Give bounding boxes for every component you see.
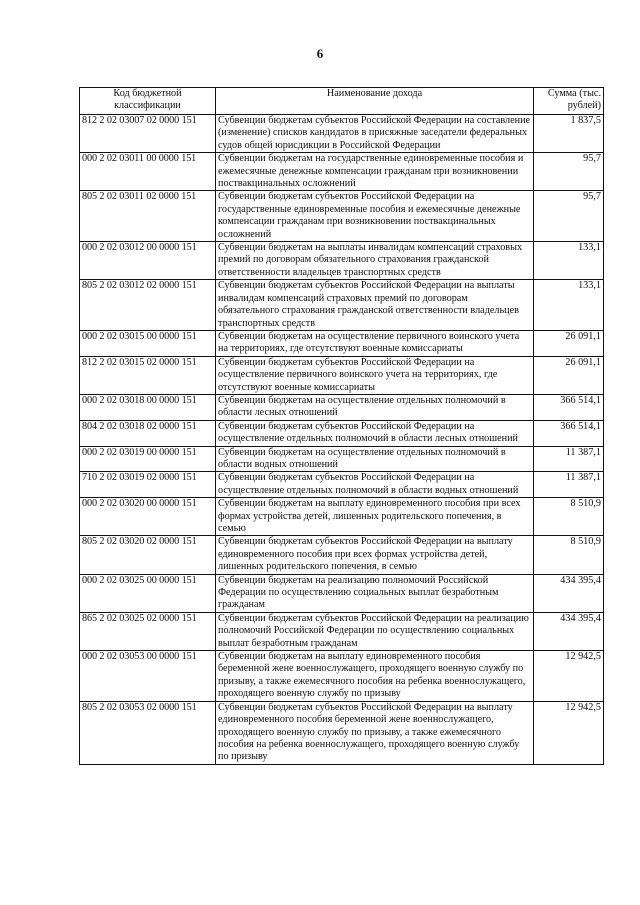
- table-row: [80, 153, 604, 191]
- table-row: [80, 574, 604, 612]
- table-row: [80, 420, 604, 446]
- table-row: [80, 394, 604, 420]
- table-row: [80, 191, 604, 242]
- table-row: [80, 498, 604, 536]
- table-row: [80, 612, 604, 650]
- table-row: [80, 280, 604, 331]
- row-amount: 366 514,1: [534, 420, 604, 446]
- table-row: [80, 242, 604, 280]
- row-code: 804 2 02 03018 02 0000 151: [80, 420, 216, 446]
- row-name: Субвенции бюджетам на выплату единовременного пособия при всех формах устройства детей, лишенных родительского попечения, в семью: [216, 498, 534, 536]
- row-code: 812 2 02 03007 02 0000 151: [80, 115, 216, 153]
- row-code: 000 2 02 03018 00 0000 151: [80, 394, 216, 420]
- row-name: Субвенции бюджетам субъектов Российской Федерации на государственные единовременные пособия и ежемесячные денежные компенсации гражданам при возникновении поствакцинальных осложнений: [216, 191, 534, 242]
- row-code: 000 2 02 03019 00 0000 151: [80, 446, 216, 472]
- row-name: Субвенции бюджетам субъектов Российской Федерации на осуществление отдельных полномочий в области водных отношений: [216, 472, 534, 498]
- table-row: [80, 701, 604, 764]
- row-name: Субвенции бюджетам на выплаты инвалидам компенсаций страховых премий по договорам обязательного страхования гражданской ответственности владельцев транспортных средств: [216, 242, 534, 280]
- row-name: Субвенции бюджетам субъектов Российской Федерации на выплаты инвалидам компенсаций страховых премий по договорам обязательного страхования гражданской ответственности владельцев транспортных средств: [216, 280, 534, 331]
- row-code: 805 2 02 03020 02 0000 151: [80, 536, 216, 574]
- row-amount: 8 510,9: [534, 536, 604, 574]
- row-code: 812 2 02 03015 02 0000 151: [80, 356, 216, 394]
- row-code: 000 2 02 03011 00 0000 151: [80, 153, 216, 191]
- header-code: Код бюджетной классификации: [80, 88, 216, 115]
- row-code: 805 2 02 03012 02 0000 151: [80, 280, 216, 331]
- table-row: [80, 330, 604, 356]
- row-name: Субвенции бюджетам на осуществление первичного воинского учета на территориях, где отсутствуют военные комиссариаты: [216, 330, 534, 356]
- row-amount: 366 514,1: [534, 394, 604, 420]
- row-name: Субвенции бюджетам на реализацию полномочий Российской Федерации по осуществлению социальных выплат безработным гражданам: [216, 574, 534, 612]
- table-body: [80, 115, 604, 765]
- row-code: 000 2 02 03025 00 0000 151: [80, 574, 216, 612]
- row-code: 000 2 02 03053 00 0000 151: [80, 651, 216, 702]
- row-name: Субвенции бюджетам субъектов Российской Федерации на выплату единовременного пособия при всех формах устройства детей, лишенных родительского попечения, в семью: [216, 536, 534, 574]
- row-amount: 11 387,1: [534, 446, 604, 472]
- table-header-row: [80, 88, 604, 115]
- row-code: 805 2 02 03011 02 0000 151: [80, 191, 216, 242]
- row-name: Субвенции бюджетам на осуществление отдельных полномочий в области лесных отношений: [216, 394, 534, 420]
- row-amount: 26 091,1: [534, 330, 604, 356]
- row-name: Субвенции бюджетам субъектов Российской Федерации на составление (изменение) списков кандидатов в присяжные заседатели федеральных судов общей юрисдикции в Российской Федерации: [216, 115, 534, 153]
- header-name: Наименование дохода: [216, 88, 534, 115]
- row-amount: 8 510,9: [534, 498, 604, 536]
- row-name: Субвенции бюджетам на осуществление отдельных полномочий в области водных отношений: [216, 446, 534, 472]
- row-amount: 95,7: [534, 153, 604, 191]
- table-row: [80, 472, 604, 498]
- row-name: Субвенции бюджетам на выплату единовременного пособия беременной жене военнослужащего, проходящего военную службу по призыву, а также ежемесячного пособия на ребенка военнослужащего, проходящего военную службу по призыву: [216, 651, 534, 702]
- row-code: 710 2 02 03019 02 0000 151: [80, 472, 216, 498]
- row-name: Субвенции бюджетам субъектов Российской Федерации на выплату единовременного пособия беременной жене военнослужащего, проходящего военную службу по призыву, а также ежемесячного пособия на ребенка военнослужащего, проходящего военную службу по призыву: [216, 701, 534, 764]
- row-amount: 434 395,4: [534, 612, 604, 650]
- page-number: 6: [316, 46, 324, 61]
- row-amount: 11 387,1: [534, 472, 604, 498]
- row-amount: 26 091,1: [534, 356, 604, 394]
- row-code: 000 2 02 03015 00 0000 151: [80, 330, 216, 356]
- table-row: [80, 536, 604, 574]
- row-name: Субвенции бюджетам субъектов Российской Федерации на реализацию полномочий Российской Федерации по осуществлению социальных выплат безработным гражданам: [216, 612, 534, 650]
- row-amount: 12 942,5: [534, 701, 604, 764]
- row-code: 805 2 02 03053 02 0000 151: [80, 701, 216, 764]
- row-code: 865 2 02 03025 02 0000 151: [80, 612, 216, 650]
- table-row: [80, 115, 604, 153]
- row-amount: 12 942,5: [534, 651, 604, 702]
- row-amount: 133,1: [534, 242, 604, 280]
- row-code: 000 2 02 03020 00 0000 151: [80, 498, 216, 536]
- table-row: [80, 651, 604, 702]
- row-code: 000 2 02 03012 00 0000 151: [80, 242, 216, 280]
- row-amount: 133,1: [534, 280, 604, 331]
- budget-income-table: [79, 87, 604, 765]
- header-sum: Сумма (тыс. рублей): [534, 88, 604, 115]
- row-amount: 434 395,4: [534, 574, 604, 612]
- row-amount: 95,7: [534, 191, 604, 242]
- table-row: [80, 446, 604, 472]
- row-name: Субвенции бюджетам субъектов Российской Федерации на осуществление отдельных полномочий в области лесных отношений: [216, 420, 534, 446]
- table-row: [80, 356, 604, 394]
- row-name: Субвенции бюджетам субъектов Российской Федерации на осуществление первичного воинского учета на территориях, где отсутствуют военные комиссариаты: [216, 356, 534, 394]
- row-amount: 1 837,5: [534, 115, 604, 153]
- row-name: Субвенции бюджетам на государственные единовременные пособия и ежемесячные денежные компенсации гражданам при возникновении поствакцинальных осложнений: [216, 153, 534, 191]
